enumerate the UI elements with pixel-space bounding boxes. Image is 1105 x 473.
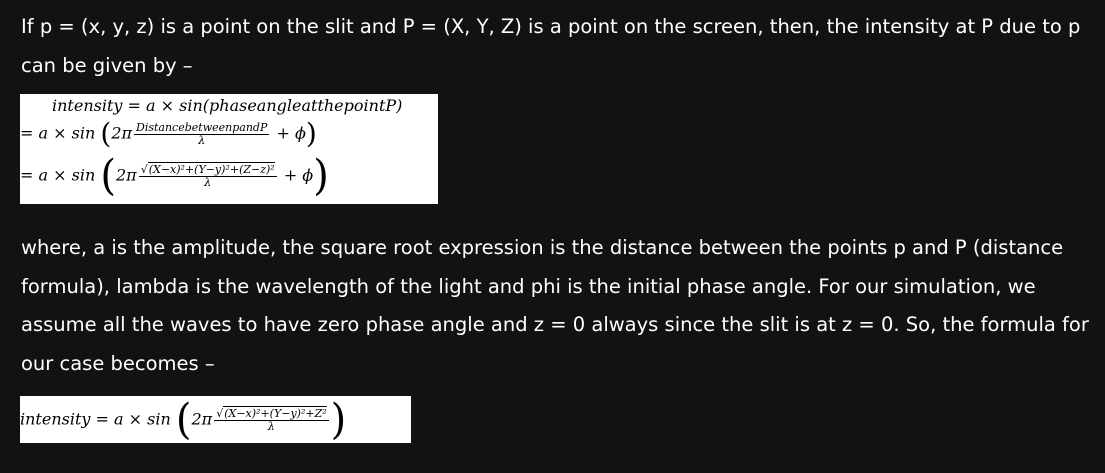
simplified-intensity-equation-image	[20, 396, 411, 443]
seq-denominator: λ	[267, 419, 275, 433]
equation-line-1	[52, 96, 402, 115]
eq2-fraction	[134, 122, 269, 147]
eq1-lhs: intensity	[52, 96, 123, 115]
eq1-sin: sin	[179, 96, 203, 115]
seq-close-paren: )	[330, 396, 347, 443]
eq2-numerator: DistancebetweenpandP	[136, 120, 268, 134]
eq3-fraction	[139, 164, 277, 189]
eq1-amplitude: a	[146, 96, 156, 115]
seq-amplitude: a	[114, 409, 124, 429]
eq3-sqrt-icon: √	[140, 162, 148, 176]
seq-radicand: (X−x)²+(Y−y)²+Z²	[224, 406, 327, 420]
eq1-times: ×	[160, 96, 175, 115]
eq3-times: ×	[53, 165, 67, 185]
seq-times: ×	[128, 409, 143, 429]
eq3-sin: sin	[71, 165, 96, 185]
eq2-equals: =	[20, 123, 34, 143]
eq2-close-paren: )	[305, 117, 317, 150]
eq1-equals: =	[127, 96, 141, 115]
eq2-amplitude: a	[38, 123, 49, 143]
eq3-open-paren: (	[100, 151, 116, 201]
seq-two-pi: 2π	[191, 409, 213, 429]
simplified-equation-line	[20, 396, 347, 443]
eq2-plus-phi: + ϕ	[276, 123, 306, 143]
seq-lhs: intensity	[20, 409, 91, 429]
eq2-times: ×	[53, 123, 67, 143]
eq2-two-pi: 2π	[111, 123, 133, 143]
eq3-amplitude: a	[38, 165, 49, 185]
seq-sqrt-icon: √	[216, 406, 224, 420]
equation-line-2	[20, 117, 317, 150]
eq2-denominator: λ	[198, 133, 206, 147]
seq-equals: =	[95, 409, 109, 429]
intensity-equation-image	[20, 94, 438, 204]
eq3-equals: =	[20, 165, 34, 185]
eq3-denominator: λ	[204, 175, 212, 189]
seq-open-paren: (	[175, 396, 192, 443]
eq2-open-paren: (	[100, 117, 112, 150]
eq3-plus-phi: + ϕ	[283, 165, 314, 185]
eq2-sin: sin	[71, 123, 96, 143]
intro-paragraph: If p = (x, y, z) is a point on the slit and P = (X, Y, Z) is a point on the screen, then, the intensity at P due to p can be given by –	[21, 15, 1081, 77]
eq3-close-paren: )	[313, 151, 329, 201]
equation-line-3	[20, 151, 329, 201]
seq-sin: sin	[147, 409, 171, 429]
eq1-argument: (phaseangleatthepointP)	[202, 96, 403, 115]
explanation-paragraph: where, a is the amplitude, the square root expression is the distance between the points p and P (distance formula), lambda is the wavelength of the light and phi is the initial phase angle. For our simulation, we assume all the waves to have zero phase angle and z = 0 always since the slit is at z = 0. So, the formula for our case becomes –	[21, 236, 1089, 375]
eq3-two-pi: 2π	[115, 165, 137, 185]
eq3-radicand: (X−x)²+(Y−y)²+(Z−z)²	[148, 162, 275, 176]
seq-fraction	[214, 408, 328, 433]
